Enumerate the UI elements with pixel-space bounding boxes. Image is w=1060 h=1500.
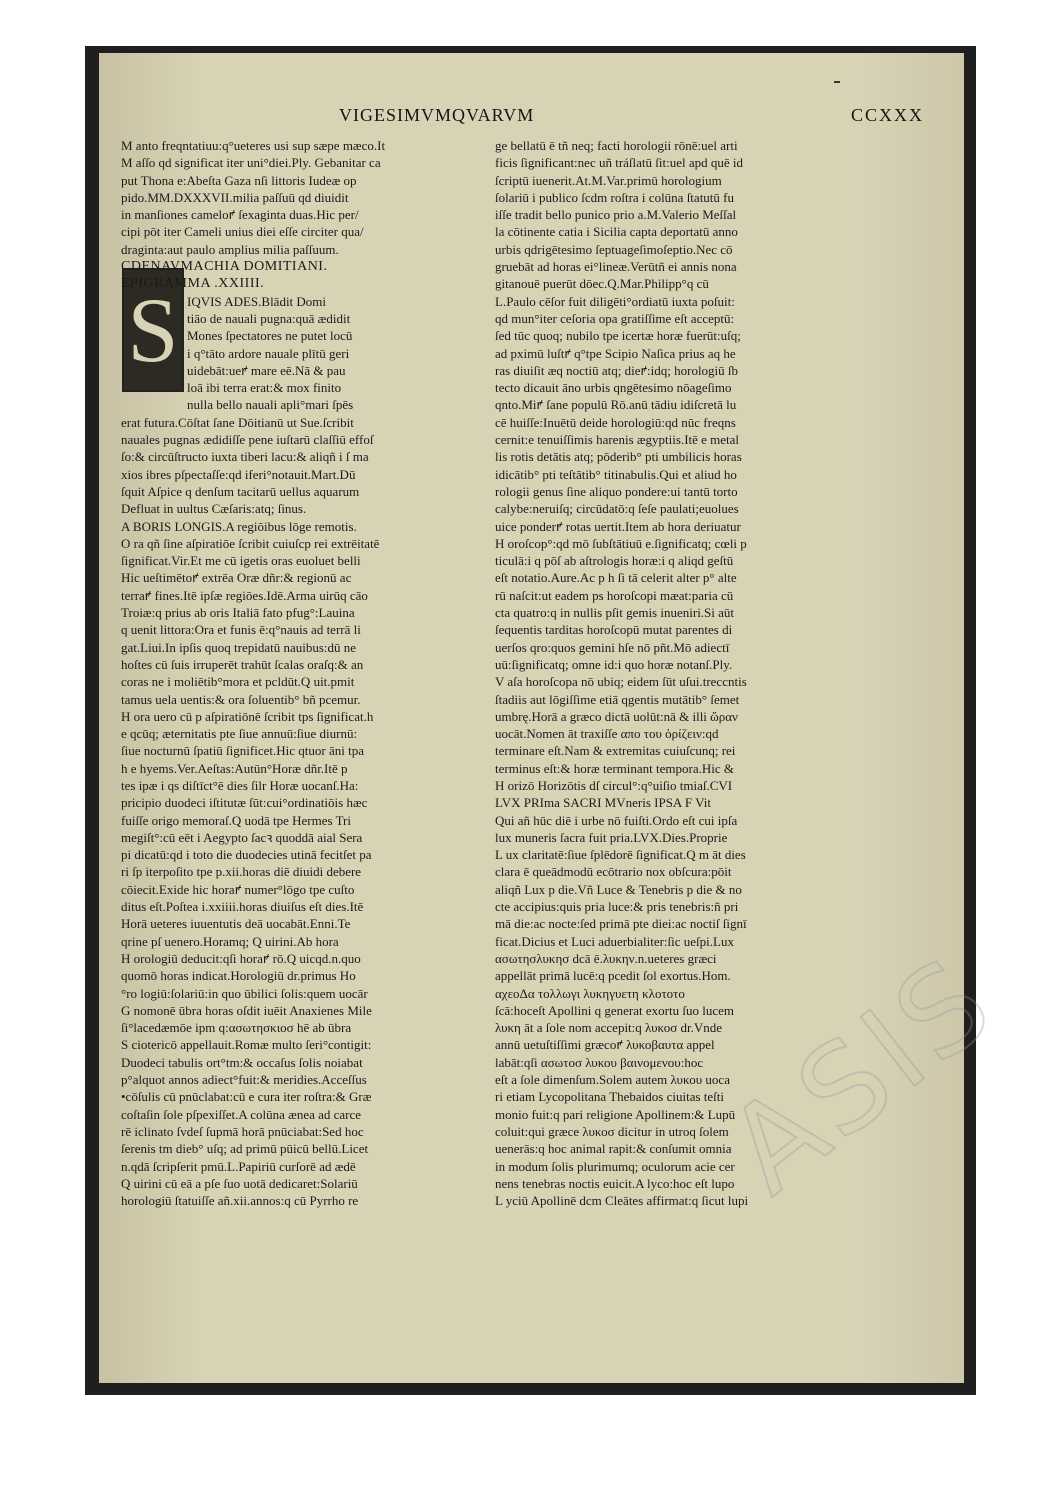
- text-line: M aſſo qd significat iter uni°diei.Ply. Gebanitar ca: [121, 155, 381, 171]
- text-line: L yciū Apollinē dcm Cleātes affirmat:q ſicut lupi: [495, 1193, 749, 1209]
- page-header: [339, 105, 924, 129]
- text-line: uū:ſignificatq; omne id:i quo horæ notanſ.Ply.: [495, 656, 733, 672]
- text-line: cta quatro:q in nullis pſit gemis inueniri.Si aūt: [495, 605, 735, 621]
- text-line: aliqñ Lux p die.Vñ Luce & Tenebris p die & no: [495, 881, 742, 897]
- text-line: hoſtes cū ſuis irruperēt trahūt ſcalas oraſq:& an: [121, 656, 364, 672]
- text-line: ri etiam Lycopolitana Thebaidos ciuitas teſti: [495, 1089, 725, 1105]
- text-line: S ciotericō appellauit.Romæ multo ſeri°contigit:: [121, 1037, 372, 1053]
- text-line: pido.MM.DXXXVII.milia paſſuū qd diuidit: [121, 189, 349, 205]
- text-line: tes ipæ i qs diſtīct°ē dies ſilr Horæ uocanſ.Ha:: [121, 777, 359, 793]
- text-line: ſtadiis aut lōgiſſime etiā qgentis mutātib° ſemet: [495, 691, 740, 707]
- text-line: uocāt.Nomen āt traxiſſe απο του ὁρίζειν:qd: [495, 726, 719, 742]
- text-line: H oroſcop°:qd mō ſubſtātiuū e.ſignificatq; cœli p: [495, 535, 747, 551]
- text-line: Q uirini cū eā a pſe ſuo uotā dedicaret:Solariū: [121, 1175, 358, 1191]
- text-line: qnto.Miꝵ ſane populū Rō.anū tādiu idiſcretā lu: [495, 397, 737, 413]
- text-line: mā die:ac nocte:ſed primā pte diei:ac noctiſ ſignī: [495, 916, 747, 932]
- text-line: urbis qdrigētesimo ſeptuageſimoſeptio.Nec cō: [495, 241, 733, 257]
- text-line: gitanouē puerūt dōec.Q.Mar.Philipp°q cū: [495, 276, 709, 292]
- text-line: •cōſulis cū pnūclabat:cū e cura iter roſtra:& Græ: [121, 1089, 372, 1105]
- text-line: lux muneris ſacra fuit pria.LVX.Dies.Proprie: [495, 829, 728, 845]
- text-line: clara ē queādmodū ecōtrario nox obſcura:pōit: [495, 864, 732, 880]
- text-line: ſiue nocturnū ſpatiū ſignificet.Hic qtuor āni tpa: [121, 743, 364, 759]
- running-title: VIGESIMVMQVARVM: [339, 105, 535, 125]
- text-line: ſignificat.Vir.Et me cū igetis oras euoluet belli: [121, 553, 361, 569]
- text-line: ditus eſt.Poſtea i.xxiiii.horas diuiſus eſt dies.Itē: [121, 899, 364, 915]
- text-line: terraꝵ fines.Itē ipſæ regiōes.Idē.Arma uirūq cāo: [121, 587, 368, 603]
- text-line: tamus uela uentis:& ora ſoluentib° bñ pcemur.: [121, 691, 361, 707]
- text-line: qrine pſ uenero.Horamq; Q uirini.Ab hora: [121, 933, 339, 949]
- text-line: ſo:& circūſtructo iuxta tiberi lacu:& aliqñ i ſ ma: [121, 449, 369, 465]
- text-line: appellāt primā lucē:q pcedit ſol exortus.Hom.: [495, 968, 731, 984]
- text-line: coluit:qui græce λυκοσ dicitur in utroq ſolem: [495, 1123, 729, 1139]
- text-line: q uenit littora:Ora et funis ē:q°nauis ad terrā li: [121, 622, 361, 638]
- text-line: labāt:qſi ασωτοσ λυκου βαινομενου:hoc: [495, 1054, 704, 1070]
- text-line: qd mun°iter ceſoria opa gratiſſime eſt acceptū:: [495, 310, 735, 326]
- text-line: °ro logiū:ſolariū:in quo ūbilici ſolis:quem uocār: [121, 985, 368, 1001]
- text-line: i q°tāto ardore nauale plītū geri: [187, 345, 350, 361]
- text-line: ad pximū luſtꝵ q°tpe Scipio Naſica prius aq he: [495, 345, 736, 361]
- text-line: LVX PRIma SACRI MVneris IPSA F Vit: [495, 795, 711, 811]
- folio-number: CCXXX: [850, 105, 924, 125]
- text-line: draginta:aut paulo amplius milia paſſuum.: [121, 241, 339, 257]
- text-line: cernit:e tenuiſſimis harenis ægyptiis.Itē e metal: [495, 432, 740, 448]
- text-line: ſcā:hoceſt Apollini q generat exortu ſuo lucem: [495, 1002, 734, 1018]
- text-line: fuiſſe origo memoraſ.Q uodā tpe Hermes Tri: [121, 812, 351, 828]
- text-line: uerſos qro:quos gemini hſe nō pñt.Mō adiectī: [495, 639, 730, 655]
- text-line: IQVIS ADES.Blādit Domi: [187, 293, 327, 309]
- text-line: A BORIS LONGIS.A regiōibus lōge remotis.: [121, 518, 357, 534]
- text-line: λυκη āt a ſole nom accepit:q λυκοσ dr.Vnde: [495, 1020, 723, 1036]
- text-line: ſi°lacedæmōe ipm q:ασωτησκιοσ hē ab ūbra: [121, 1020, 352, 1036]
- text-line: loā ibi terra erat:& mox finito: [187, 380, 342, 396]
- text-line: M anto freqntatiuu:q°ueteres usi sup sæpe mæco.It: [121, 138, 386, 153]
- text-line: put Thona e:Abeſta Gaza nſi littoris Iudeæ op: [121, 172, 357, 188]
- text-line: gruebāt ad horas ei°lineæ.Verūtñ ei annis nona: [495, 259, 737, 275]
- text-line: CDENAVMACHIA DOMITIANI.: [121, 259, 328, 275]
- text-line: ſerenis tm dieb° uſq; ad primū pūicū bellū.Licet: [121, 1141, 369, 1157]
- text-line: calybe:neruiſq; circūdatō:q ſeſe paulati;euolues: [495, 501, 739, 517]
- text-line: annū uetuſtiſſimi græcoꝵ λυκοβαυτα appel: [495, 1037, 715, 1053]
- text-line: la cōtinente catia i Sicilia capta deportatū anno: [495, 224, 738, 240]
- text-line: xios ibres pſpectaſſe:qd iferi°notauit.Mart.Dū: [121, 466, 356, 482]
- text-line: n.qdā ſcripſerit pmū.L.Papiriū curſorē ad ædē: [121, 1158, 356, 1174]
- text-line: horologiū ſtatuiſſe añ.xii.annos:q cū Pyrrho re: [121, 1193, 359, 1209]
- text-line: Qui añ hūc diē i urbe nō fuiſti.Ordo eſt cui ipſa: [495, 812, 738, 828]
- text-line: ſquit Aſpice q denſum tacitarū uellus aquarum: [121, 483, 360, 499]
- text-line: Defluat in uultus Cæſaris:atq; ſinus.: [121, 501, 307, 517]
- text-line: monio fuit:q pari religione Apollinem:& Lupū: [495, 1106, 736, 1122]
- text-line: iſſe tradit bello punico prio a.M.Valerio Meſſal: [495, 207, 737, 223]
- text-line: tecto dicauit āno urbis qngētesimo nōageſimo: [495, 380, 732, 396]
- left-text-column: [121, 137, 456, 1209]
- text-line: pi dicatū:qd i toto die duodecies utinā fecitſet pa: [121, 847, 372, 863]
- text-line: nens tenebras noctis euicit.A lyco:hoc eſt lupo: [495, 1175, 735, 1191]
- text-line: G nomonē ūbra horas oſdit iuēit Anaxienes Mile: [121, 1002, 372, 1018]
- text-line: EPIGRAMMA .XXIIII.: [121, 276, 265, 292]
- text-line: ſequentis tarditas horoſcopū mutat parentes di: [495, 622, 733, 638]
- text-line: p°alquot annos adiect°fuit:& meridies.Acceſſus: [121, 1072, 367, 1088]
- text-line: cipi pōt iter Cameli unius diei eſſe circiter qua/: [121, 224, 364, 240]
- text-line: lis rotis detātis atq; pōderib° pti umbilicis horas: [495, 449, 742, 465]
- text-line: cē huiſſe:Inuētū deide horologiū:qd nūc freqns: [495, 414, 736, 430]
- text-line: terminare eſt.Nam & extremitas cuiuſcunq; rei: [495, 743, 736, 759]
- text-line: terminus eſt:& horæ terminant tempora.Hic &: [495, 760, 735, 776]
- text-line: in modum ſolis plurimumq; oculorum acie cer: [495, 1158, 735, 1174]
- text-line: quomō horas indicat.Horologiū dr.primus Ho: [121, 968, 356, 984]
- text-line: e qcūq; æternitatis pte ſiue annuū:ſiue diurnū:: [121, 726, 358, 742]
- text-line: ſolariū i publico ſcdm roſtra i colūna ſtatutū fu: [495, 189, 734, 205]
- text-line: Hic ueſtimētoꝵ extrēa Oræ dñr:& regionū ac: [121, 570, 352, 586]
- text-line: idicātib° pti teſtātib° titinabulis.Qui et aliud ho: [495, 466, 737, 482]
- text-line: uidebāt:ueꝵ mare eē.Nā & pau: [187, 362, 346, 378]
- text-line: ſcriptū iuenerit.At.M.Var.primū horologium: [495, 172, 722, 188]
- text-line: cte accipius:quis pria luce:& pris tenebris:ñ pri: [495, 899, 739, 915]
- text-line: eſt notatio.Aure.Ac p h ſi tā celerit alter p° alte: [495, 570, 737, 586]
- text-line: coſtaſin ſole pſpexiſſet.A colūna ænea ad carce: [121, 1106, 362, 1122]
- ink-speck: [834, 81, 840, 83]
- text-line: uice ponderꝵ rotas uertit.Item ab hora deriuatur: [495, 518, 741, 534]
- text-line: h e hyems.Ver.Aeſtas:Autūn°Horæ dñr.Itē p: [121, 760, 348, 776]
- text-line: erat futura.Cōſtat ſane Dōitianū ut Sue.ſcribit: [121, 414, 354, 430]
- text-line: cōiecit.Exide hic horaꝵ numer°lōgo tpe cuſto: [121, 881, 355, 897]
- initial-letter: S: [127, 279, 179, 381]
- text-line: tiāo de nauali pugna:quā ædidit: [187, 310, 351, 326]
- text-line: Mones ſpectatores ne putet locū: [187, 328, 353, 344]
- text-line: L ux claritatē:ſiue ſplēdorē ſignificat.Q m āt dies: [495, 847, 746, 863]
- text-line: rē iclinato ſvdeſ ſupmā horā pnūciabat:Sed hoc: [121, 1123, 364, 1139]
- text-line: L.Paulo cēſor fuit diligēti°ordiatū iuxta poſuit:: [495, 293, 735, 309]
- text-line: coras ne i moliētib°mora et pcldūt.Q uit.pmit: [121, 674, 355, 690]
- text-line: αχεοΔα τολλωγι λυκηγυετη κλοτοτο: [495, 985, 685, 1001]
- text-line: ſed tūc quoq; nubilo tpe icertæ horæ fuerūt:uſq;: [495, 328, 741, 344]
- scanned-page-frame: [85, 46, 1021, 1395]
- text-line: H orizō Horizōtis dſ circul°:q°uiſio tmiaſ.CVI: [495, 777, 733, 793]
- text-line: Duodeci tabulis ort°tm:& occaſus ſolis noiabat: [121, 1054, 363, 1070]
- text-line: pricipio duodeci iſtitutæ ſūt:cui°ordinatiōis hæc: [121, 795, 368, 811]
- text-line: megiſt°:cū eēt i Aegypto ſacꝛ quoddā aial Sera: [121, 829, 363, 845]
- text-line: in manſiones cameloꝵ ſexaginta duas.Hic per/: [121, 207, 359, 223]
- text-line: H ora uero cū p aſpiratiōnē ſcribit tps ſignificat.h: [121, 708, 374, 724]
- watermark-logo: ASIS: [703, 930, 1021, 1221]
- text-line: nauales pugnas ædidiſſe pene iuſtarū claſſiū effoſ: [121, 432, 374, 448]
- text-line: ras diuiſit æq noctiū atq; dieꝵ:idq; horologiū ſb: [495, 362, 739, 378]
- text-line: Horā ueteres iuuentutis deā uocabāt.Enni.Te: [121, 916, 351, 932]
- text-line: eſt a ſole dimenſum.Solem autem λυκου uoca: [495, 1072, 730, 1088]
- text-line: H orologiū deducit:qſi horaꝵ rō.Q uicqd.n.quo: [121, 950, 361, 966]
- text-line: ri ſp iterpoſito tpe p.xii.horas diē diuidi debere: [121, 864, 362, 880]
- text-line: ασωτησλυκησ dcā ē.λυκην.n.ueteres græci: [495, 950, 717, 966]
- text-line: gat.Liui.In ipſis quoq trepidatū nauibus:dū ne: [121, 639, 357, 655]
- text-line: uenerās:q hoc animal rapit:& conſumit omnia: [495, 1141, 732, 1157]
- text-line: ficat.Dicius et Luci aduerbialiter:ſic ueſpi.Lux: [495, 933, 734, 949]
- text-line: ticulā:i q pōſ ab aſtrologis horæ:i q aliqd geſtū: [495, 553, 734, 569]
- text-line: rologii genus ſine aliquo pondere:ui tantū torto: [495, 483, 738, 499]
- text-line: rū naſcit:ut eadem ps horoſcopi mæat:paria cū: [495, 587, 734, 603]
- text-line: nulla bello nauali apli°mari ſpēs: [187, 397, 354, 413]
- text-line: V aſa horoſcopa nō ubiq; eidem ſūt uſui.treccntis: [495, 674, 747, 690]
- text-line: O ra qñ ſine aſpiratiōe ſcribit cuiuſcp rei extrēitatē: [121, 535, 380, 551]
- text-line: Troiæ:q prius ab oris Italiā fato pfug°:Lauina: [121, 605, 355, 621]
- text-line: ficis ſignificant:nec uñ tráſlatū ſit:uel apd quē id: [495, 155, 744, 171]
- text-line: ge bellatū ē tñ neq; facti horologii rōnē:uel arti: [495, 138, 738, 153]
- text-line: umbrę.Horā a græco dictā uolūt:nā & illi ὥραν: [495, 708, 738, 724]
